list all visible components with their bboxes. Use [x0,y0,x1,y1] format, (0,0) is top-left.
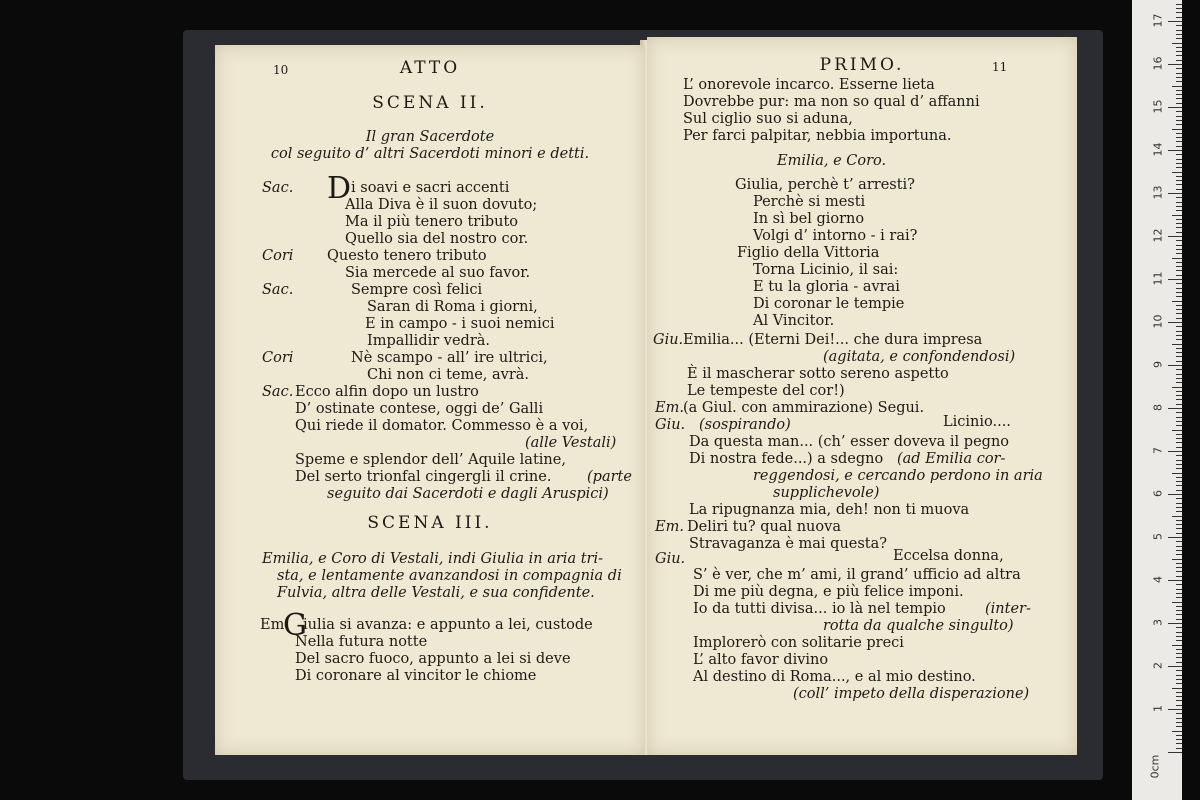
ruler-tick [1176,606,1182,607]
ruler-tick [1176,240,1182,241]
text-line: (a Giul. con ammirazione) Segui. [683,400,925,416]
ruler-tick [1176,146,1182,147]
ruler-tick [1176,339,1182,340]
text-line: Sac. [262,384,294,400]
ruler-tick [1176,309,1182,310]
text-line: (coll’ impeto della disperazione) [793,686,1030,702]
ruler-number: 2 [1151,662,1165,669]
text-line: reggendosi, e cercando perdono in aria [753,468,1043,484]
text-line: Em. [260,617,289,633]
text-line: Giulia, perchè t’ arresti? [735,177,915,193]
text-line: G [283,608,307,643]
ruler-tick [1168,709,1182,710]
text-line: SCENA III. [367,513,493,533]
ruler-tick [1176,180,1182,181]
text-line: seguito dai Sacerdoti e dagli Aruspici) [327,486,609,502]
text-line: Chi non ci teme, avrà. [367,367,530,383]
ruler-tick [1176,670,1182,671]
ruler-tick [1168,236,1182,237]
text-line: Sempre così felici [351,282,483,298]
left-page [215,45,645,755]
ruler-tick [1176,361,1182,362]
ruler-tick [1176,524,1182,525]
text-line: Licinio.... [943,414,1011,430]
ruler-tick [1168,752,1182,753]
ruler-tick [1176,12,1182,13]
ruler-tick [1176,700,1182,701]
ruler-tick [1176,176,1182,177]
ruler-tick [1172,344,1182,345]
ruler-tick [1172,602,1182,603]
ruler-tick [1176,34,1182,35]
ruler-tick [1176,232,1182,233]
ruler-tick [1176,434,1182,435]
ruler-number: 8 [1151,404,1165,411]
text-line: Al destino di Roma..., e al mio destino. [693,669,976,685]
ruler-tick [1176,331,1182,332]
ruler-tick [1176,210,1182,211]
ruler-tick [1176,597,1182,598]
ruler-tick [1168,365,1182,366]
ruler-tick [1176,202,1182,203]
ruler-tick [1176,30,1182,31]
ruler-tick [1176,292,1182,293]
ruler-tick [1176,335,1182,336]
ruler-tick [1176,227,1182,228]
ruler-tick [1176,116,1182,117]
ruler-tick [1176,133,1182,134]
ruler-tick [1176,73,1182,74]
ruler-tick [1172,86,1182,87]
ruler-number: 15 [1151,99,1165,114]
ruler-tick [1176,249,1182,250]
text-line: In sì bel giorno [753,211,865,227]
ruler-tick [1176,55,1182,56]
ruler-tick [1176,163,1182,164]
ruler-number: 3 [1151,619,1165,626]
ruler-tick [1176,206,1182,207]
ruler-number: 1 [1151,705,1165,712]
ruler-tick [1176,520,1182,521]
ruler-tick [1176,619,1182,620]
text-line: (inter- [985,601,1031,617]
text-line: Io da tutti divisa... io là nel tempio [693,601,946,617]
ruler-tick [1176,395,1182,396]
ruler-tick [1176,184,1182,185]
ruler-tick [1176,662,1182,663]
ruler-tick [1176,111,1182,112]
ruler-tick [1176,477,1182,478]
ruler-tick [1168,451,1182,452]
ruler-tick [1176,223,1182,224]
ruler-tick [1176,382,1182,383]
ruler-tick [1176,511,1182,512]
ruler-tick [1176,593,1182,594]
text-line: rotta da qualche singulto) [823,618,1014,634]
ruler-tick [1176,640,1182,641]
text-line: Sul ciglio suo si aduna, [683,111,853,127]
ruler-tick [1172,645,1182,646]
ruler-tick [1176,481,1182,482]
ruler-tick [1172,172,1182,173]
ruler-tick [1176,348,1182,349]
ruler-tick [1176,288,1182,289]
text-line: col seguito d’ altri Sacerdoti minori e detti. [270,146,590,162]
ruler-tick [1176,167,1182,168]
ruler-tick [1176,675,1182,676]
ruler-tick [1176,425,1182,426]
ruler-tick [1176,51,1182,52]
text-line: Da questa man... (ch’ esser doveva il pegno [689,434,1010,450]
text-line: Cori [262,350,294,366]
text-line: Di me più degna, e più felice imponi. [693,584,964,600]
ruler-tick [1176,47,1182,48]
ruler-tick [1168,537,1182,538]
ruler-tick [1176,313,1182,314]
text-line: Em. [655,400,684,416]
ruler-tick [1176,77,1182,78]
ruler-tick [1176,739,1182,740]
ruler-tick [1168,494,1182,495]
ruler-tick [1176,253,1182,254]
text-line: (ad Emilia cor- [897,451,1006,467]
text-line: S’ è ver, che m’ ami, il grand’ ufficio ad altra [693,567,1021,583]
text-line: Nè scampo - all’ ire ultrici, [351,350,548,366]
text-line: Emilia... (Eterni Dei!... che dura impresa [683,332,983,348]
ruler-tick [1176,137,1182,138]
ruler-tick [1176,262,1182,263]
ruler-tick [1176,679,1182,680]
ruler-tick [1176,296,1182,297]
ruler-tick [1176,589,1182,590]
text-line: L’ alto favor divino [693,652,829,668]
ruler-tick [1168,408,1182,409]
ruler-tick [1172,430,1182,431]
ruler-tick [1176,219,1182,220]
ruler-tick [1172,473,1182,474]
text-line: Questo tenero tributo [327,248,487,264]
ruler-tick [1176,743,1182,744]
text-line: Il gran Sacerdote [365,129,495,145]
ruler-number: 10 [1151,314,1165,329]
ruler-tick [1176,614,1182,615]
ruler-tick [1172,559,1182,560]
text-line: Al Vincitor. [753,313,835,329]
ruler-tick [1176,189,1182,190]
text-line: Del sacro fuoco, appunto a lei si deve [295,651,571,667]
ruler-tick [1168,623,1182,624]
ruler-tick [1176,567,1182,568]
text-line: Del serto trionfal cingergli il crine. [295,469,552,485]
ruler-tick [1176,305,1182,306]
measurement-ruler [1132,0,1182,800]
ruler-tick [1176,25,1182,26]
ruler-tick [1176,455,1182,456]
ruler-tick [1176,726,1182,727]
ruler-tick [1176,60,1182,61]
ruler-tick [1176,447,1182,448]
ruler-tick [1176,283,1182,284]
ruler-tick [1176,468,1182,469]
text-line: Em. [655,519,684,535]
ruler-tick [1172,258,1182,259]
text-line: Fulvia, altra delle Vestali, e sua confidente. [277,585,595,601]
text-line: Per farci palpitar, nebbia importuna. [683,128,952,144]
text-line: Deliri tu? qual nuova [687,519,841,535]
ruler-tick [1176,124,1182,125]
text-line: Figlio della Vittoria [737,245,880,261]
text-line: Perchè si mesti [753,194,866,210]
text-line: (alle Vestali) [525,435,617,451]
ruler-tick [1176,735,1182,736]
ruler-number: 12 [1151,228,1165,243]
ruler-tick [1168,322,1182,323]
ruler-number: 4 [1151,576,1165,583]
ruler-tick [1168,150,1182,151]
text-line: E tu la gloria - avrai [753,279,900,295]
ruler-tick [1176,528,1182,529]
ruler-tick [1176,352,1182,353]
text-line: Alla Diva è il suon dovuto; [345,197,538,213]
ruler-tick [1176,722,1182,723]
ruler-tick [1176,460,1182,461]
ruler-tick [1176,197,1182,198]
ruler-tick [1176,369,1182,370]
ruler-tick [1176,498,1182,499]
ruler-tick [1176,120,1182,121]
ruler-tick [1176,275,1182,276]
text-line: Dovrebbe pur: ma non so qual d’ affanni [683,94,980,110]
ruler-tick [1176,318,1182,319]
ruler-tick [1176,38,1182,39]
ruler-tick [1176,683,1182,684]
text-line: D [327,171,352,206]
text-line: Implorerò con solitarie preci [693,635,904,651]
text-line: Volgi d’ intorno - i rai? [753,228,918,244]
ruler-tick [1176,653,1182,654]
text-line: L’ onorevole incarco. Esserne lieta [683,77,935,93]
ruler-number: 14 [1151,142,1165,157]
ruler-tick [1176,81,1182,82]
ruler-tick [1176,692,1182,693]
running-head: ATTO [399,58,461,78]
ruler-tick [1176,4,1182,5]
text-line: La ripugnanza mia, deh! non ti muova [689,502,970,518]
text-line: Speme e splendor dell’ Aquile latine, [295,452,566,468]
text-line: È il mascherar sotto sereno aspetto [687,366,949,382]
text-line: supplichevole) [773,485,880,501]
ruler-tick [1172,301,1182,302]
ruler-tick [1176,17,1182,18]
ruler-tick [1176,378,1182,379]
ruler-tick [1176,141,1182,142]
ruler-tick [1176,657,1182,658]
text-line: Impallidir vedrà. [367,333,491,349]
text-line: Sac. [262,282,294,298]
ruler-tick [1176,503,1182,504]
ruler-tick [1168,279,1182,280]
ruler-tick [1172,387,1182,388]
ruler-tick [1172,43,1182,44]
ruler-tick [1176,464,1182,465]
running-head: PRIMO. [819,55,905,75]
text-line: SCENA II. [372,93,488,113]
ruler-tick [1176,550,1182,551]
ruler-tick [1176,554,1182,555]
ruler-tick [1176,245,1182,246]
text-line: (sospirando) [699,417,791,433]
ruler-tick [1176,159,1182,160]
page-number: 11 [992,60,1008,74]
ruler-tick [1176,8,1182,9]
ruler-tick [1176,98,1182,99]
ruler-tick [1168,193,1182,194]
ruler-tick [1172,129,1182,130]
ruler-tick [1168,666,1182,667]
text-line: Cori [262,248,294,264]
text-line: Quello sia del nostro cor. [345,231,529,247]
ruler-tick [1176,571,1182,572]
text-line: sta, e lentamente avanzandosi in compagnia di [277,568,622,584]
ruler-tick [1176,705,1182,706]
ruler-tick [1176,713,1182,714]
ruler-tick [1176,546,1182,547]
ruler-tick [1172,688,1182,689]
ruler-tick [1176,270,1182,271]
ruler-tick [1176,584,1182,585]
ruler-tick [1176,649,1182,650]
text-line: Le tempeste del cor!) [687,383,845,399]
ruler-tick [1176,507,1182,508]
ruler-tick [1168,107,1182,108]
ruler-tick [1176,356,1182,357]
ruler-tick [1176,154,1182,155]
ruler-tick [1176,636,1182,637]
ruler-tick [1176,68,1182,69]
ruler-tick [1176,404,1182,405]
ruler-tick [1176,632,1182,633]
ruler-tick [1176,541,1182,542]
ruler-tick [1176,391,1182,392]
text-line: Di coronar le tempie [753,296,905,312]
text-line: Di nostra fede...) a sdegno [689,451,884,467]
ruler-number: 7 [1151,447,1165,454]
text-line: Qui riede il domator. Commesso è a voi, [295,418,589,434]
ruler-number: 11 [1151,271,1165,286]
ruler-tick [1168,21,1182,22]
ruler-number: 9 [1151,361,1165,368]
text-line: (parte [587,469,632,485]
text-line: i soavi e sacri accenti [351,180,510,196]
ruler-tick [1168,580,1182,581]
ruler-tick [1176,627,1182,628]
text-line: Saran di Roma i giorni, [367,299,538,315]
text-line: Emilia, e Coro. [777,153,887,169]
ruler-tick [1176,610,1182,611]
text-line: Eccelsa donna, [893,548,1004,564]
ruler-tick [1176,374,1182,375]
ruler-tick [1176,266,1182,267]
text-line: Giu. [653,332,684,348]
text-line: E in campo - i suoi nemici [365,316,555,332]
text-line: iulia si avanza: e appunto a lei, custode [303,617,593,633]
ruler-tick [1176,696,1182,697]
ruler-number: 17 [1151,13,1165,28]
ruler-tick [1176,412,1182,413]
text-line: Nella futura notte [295,634,428,650]
ruler-tick [1176,417,1182,418]
text-line: Emilia, e Coro di Vestali, indi Giulia in aria tri- [262,551,603,567]
ruler-tick [1176,94,1182,95]
text-line: D’ ostinate contese, oggi de’ Galli [295,401,544,417]
ruler-tick [1176,563,1182,564]
ruler-tick [1176,103,1182,104]
ruler-unit-label: 0cm [1148,754,1162,779]
text-line: Torna Licinio, il sai: [753,262,899,278]
ruler-tick [1176,421,1182,422]
ruler-tick [1168,64,1182,65]
ruler-number: 6 [1151,490,1165,497]
ruler-number: 16 [1151,56,1165,71]
ruler-tick [1172,215,1182,216]
page-number: 10 [273,63,289,77]
ruler-tick [1176,438,1182,439]
ruler-tick [1176,326,1182,327]
text-line: (agitata, e confondendosi) [823,349,1016,365]
ruler-tick [1176,442,1182,443]
ruler-number: 5 [1151,533,1165,540]
text-line: Stravaganza è mai questa? [689,536,888,552]
ruler-tick [1176,748,1182,749]
ruler-tick [1172,516,1182,517]
text-line: Sac. [262,180,294,196]
ruler-tick [1176,399,1182,400]
ruler-number: 13 [1151,185,1165,200]
text-line: Ecco alfin dopo un lustro [295,384,479,400]
ruler-tick [1176,490,1182,491]
text-line: Sia mercede al suo favor. [345,265,531,281]
ruler-tick [1176,90,1182,91]
text-line: Giu. [655,551,686,567]
ruler-tick [1176,485,1182,486]
text-line: Ma il più tenero tributo [345,214,519,230]
ruler-tick [1176,533,1182,534]
ruler-tick [1172,731,1182,732]
ruler-tick [1176,576,1182,577]
text-line: Di coronare al vincitor le chiome [295,668,537,684]
right-page [647,37,1077,755]
ruler-tick [1176,718,1182,719]
text-line: Giu. [655,417,686,433]
